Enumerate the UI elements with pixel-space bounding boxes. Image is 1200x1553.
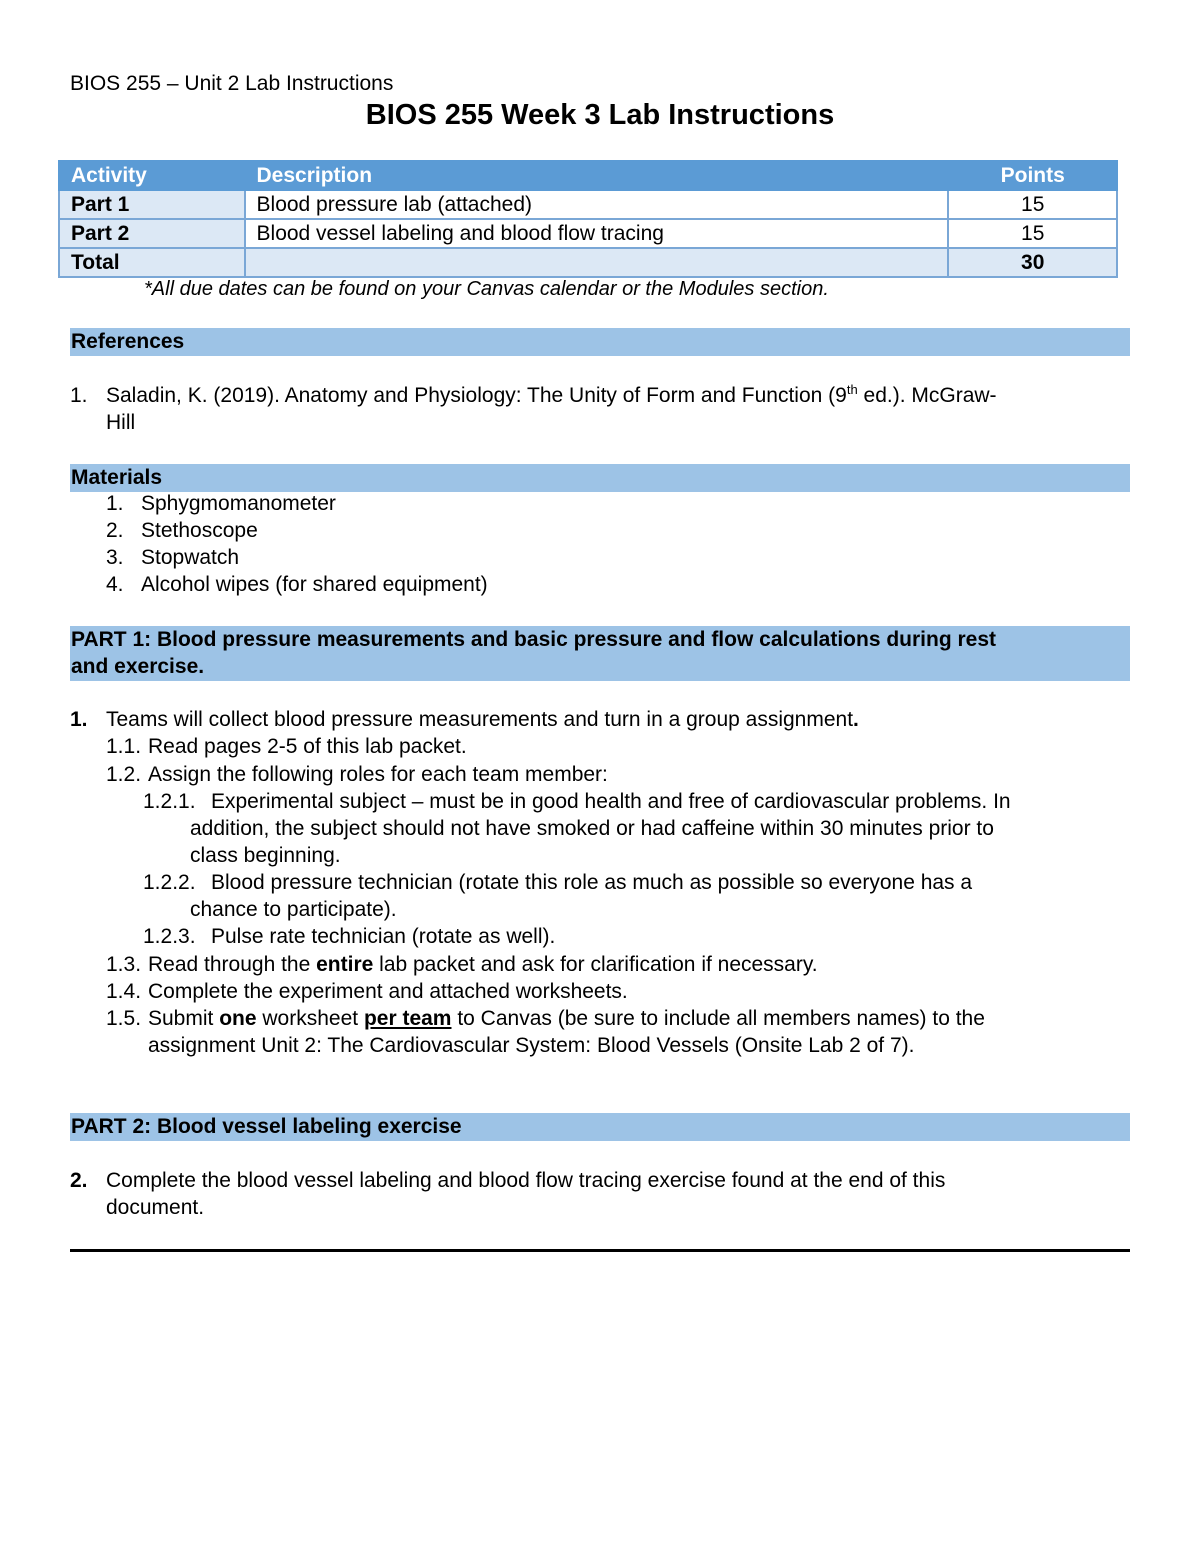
- header-activity: Activity: [59, 161, 245, 190]
- references-heading: References: [70, 328, 1130, 356]
- step-1-text: Teams will collect blood pressure measurements and turn in a group assignment.: [106, 708, 859, 731]
- step-1-2-2-number: 1.2.2.: [143, 871, 196, 894]
- table-row: [59, 190, 1117, 219]
- step-1-5-number: 1.5.: [106, 1007, 142, 1030]
- cell-points: 15: [948, 190, 1117, 219]
- step-1-2-number: 1.2.: [106, 763, 142, 786]
- step-1-2-1-line2: addition, the subject should not have smoked or had caffeine within 30 minutes prior to: [190, 817, 994, 840]
- material-sphygmomanometer: Sphygmomanometer: [141, 492, 336, 515]
- running-head: BIOS 255 – Unit 2 Lab Instructions: [70, 72, 394, 95]
- step-1-number: 1.: [70, 708, 88, 731]
- step-1-2-1-number: 1.2.1.: [143, 790, 196, 813]
- step-1-2-3-line1: Pulse rate technician (rotate as well).: [211, 925, 556, 948]
- table-row-total: [59, 248, 1117, 277]
- list-item: 3.: [106, 546, 124, 569]
- step-1-3-number: 1.3.: [106, 953, 142, 976]
- table-header-row: [59, 161, 1117, 190]
- grading-table: [58, 160, 1118, 278]
- step-1-4-text: Complete the experiment and attached worksheets.: [148, 980, 628, 1003]
- step-1-5-text-cont: assignment Unit 2: The Cardiovascular System: Blood Vessels (Onsite Lab 2 of 7).: [148, 1034, 915, 1057]
- step-1-2-1-line1: Experimental subject – must be in good health and free of cardiovascular problems. In: [211, 790, 1011, 813]
- step-1-1-text: Read pages 2-5 of this lab packet.: [148, 735, 467, 758]
- list-item: 1.: [106, 492, 124, 515]
- due-dates-note: *All due dates can be found on your Canvas calendar or the Modules section.: [144, 278, 829, 300]
- step-1-1-number: 1.1.: [106, 735, 142, 758]
- step-2-line1: Complete the blood vessel labeling and blood flow tracing exercise found at the end of this: [106, 1169, 946, 1192]
- step-1-2-text: Assign the following roles for each team member:: [148, 763, 608, 786]
- reference-number: 1.: [70, 384, 88, 407]
- step-1-2-3-number: 1.2.3.: [143, 925, 196, 948]
- cell-activity: Part 1: [59, 190, 245, 219]
- table-row: [59, 219, 1117, 248]
- material-alcohol-wipes: Alcohol wipes (for shared equipment): [141, 573, 488, 596]
- step-2-number: 2.: [70, 1169, 88, 1192]
- step-2-line2: document.: [106, 1196, 205, 1219]
- materials-heading: Materials: [70, 464, 1130, 492]
- part2-heading: PART 2: Blood vessel labeling exercise: [70, 1113, 1130, 1141]
- cell-points: 15: [948, 219, 1117, 248]
- step-1-4-number: 1.4.: [106, 980, 142, 1003]
- step-1-2-2-line2: chance to participate).: [190, 898, 397, 921]
- part1-heading: PART 1: Blood pressure measurements and basic pressure and flow calculations during rest and exercise.: [70, 626, 1130, 681]
- cell-description: Blood pressure lab (attached): [245, 190, 949, 219]
- cell-description: [245, 248, 949, 277]
- horizontal-rule: [70, 1249, 1130, 1252]
- cell-description: Blood vessel labeling and blood flow tracing: [245, 219, 949, 248]
- list-item: 4.: [106, 573, 124, 596]
- material-stopwatch: Stopwatch: [141, 546, 240, 569]
- cell-activity: Total: [59, 248, 245, 277]
- document-title: BIOS 255 Week 3 Lab Instructions: [365, 99, 835, 131]
- material-stethoscope: Stethoscope: [141, 519, 258, 542]
- step-1-3-text: Read through the entire lab packet and ask for clarification if necessary.: [148, 953, 818, 976]
- step-1-2-2-line1: Blood pressure technician (rotate this role as much as possible so everyone has a: [211, 871, 973, 894]
- reference-citation: Saladin, K. (2019). Anatomy and Physiology: The Unity of Form and Function (9th ed.). McGraw-: [106, 382, 997, 407]
- step-1-5-text: Submit one worksheet per team to Canvas (be sure to include all members names) to the: [148, 1007, 985, 1030]
- list-item: 2.: [106, 519, 124, 542]
- header-description: Description: [245, 161, 949, 190]
- reference-citation-cont: Hill: [106, 411, 136, 434]
- step-1-2-1-line3: class beginning.: [190, 844, 341, 867]
- cell-points-total: 30: [948, 248, 1117, 277]
- cell-activity: Part 2: [59, 219, 245, 248]
- header-points: Points: [948, 161, 1117, 190]
